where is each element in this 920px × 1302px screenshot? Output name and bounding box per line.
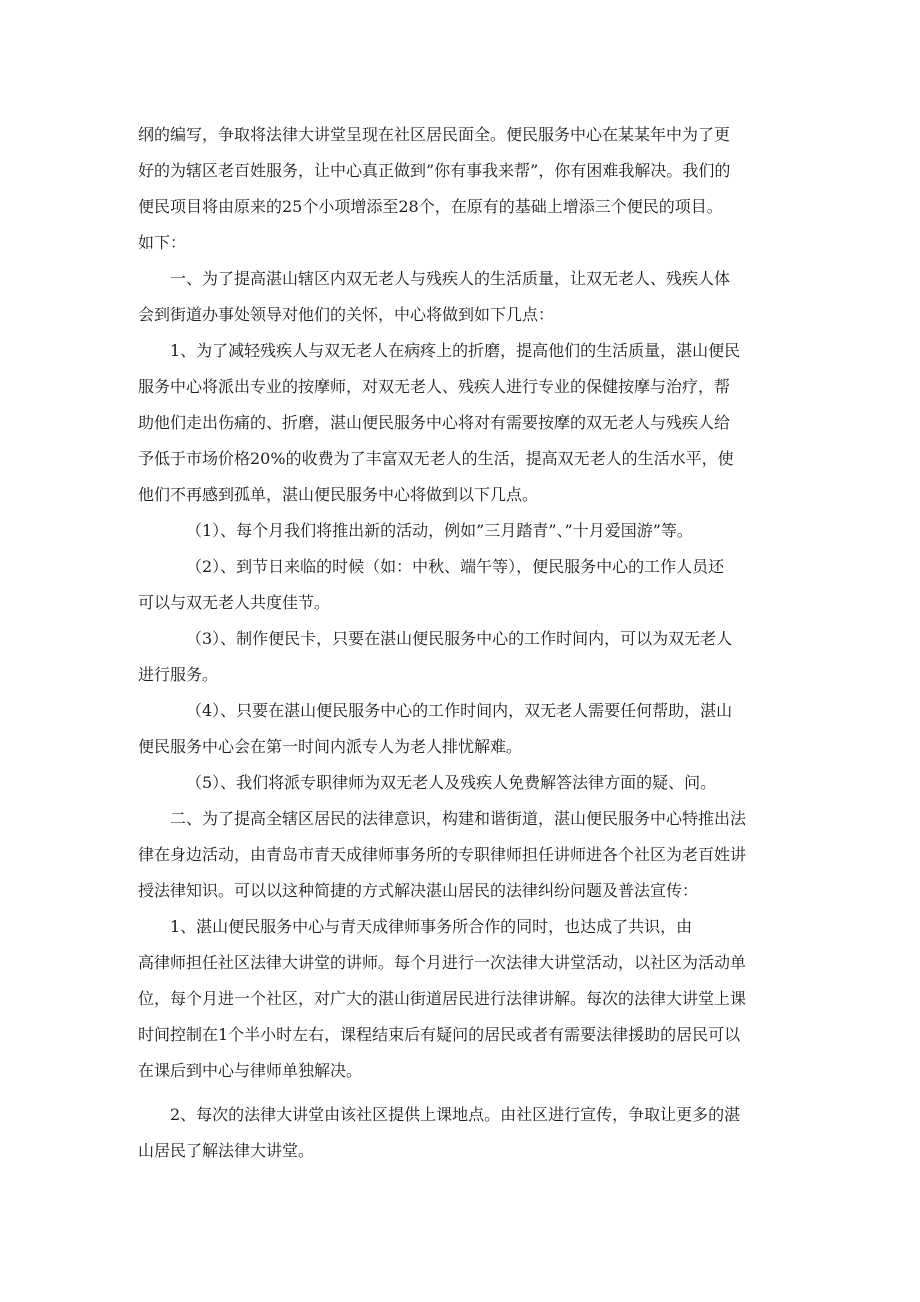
text-line: 二、为了提高全辖区居民的法律意识，构建和谐街道，湛山便民服务中心特推出法: [170, 809, 747, 828]
text-line: 会到街道办事处领导对他们的关怀，中心将做到如下几点：: [138, 305, 555, 324]
text-line: 在课后到中心与律师单独解决。: [138, 1061, 363, 1080]
text-line: 进行服务。: [138, 665, 219, 684]
text-line: 他们不再感到孤单，湛山便民服务中心将做到以下几点。: [138, 485, 539, 504]
text-line: 位，每个月进一个社区，对广大的湛山街道居民进行法律讲解。每次的法律大讲堂上课: [138, 989, 747, 1008]
text-line: （3）、制作便民卡，只要在湛山便民服务中心的工作时间内，可以为双无老人: [186, 629, 733, 648]
text-line: 服务中心将派出专业的按摩师，对双无老人、残疾人进行专业的保健按摩与治疗，帮: [138, 377, 731, 396]
text-line: 律在身边活动，由青岛市青天成律师事务所的专职律师担任讲师进各个社区为老百姓讲: [138, 845, 747, 864]
text-line: 助他们走出伤痛的、折磨，湛山便民服务中心将对有需要按摩的双无老人与残疾人给: [138, 413, 731, 432]
text-line: 予低于市场价格20%的收费为了丰富双无老人的生活，提高双无老人的生活水平，使: [138, 449, 734, 468]
text-line: 1、为了减轻残疾人与双无老人在病疼上的折磨，提高他们的生活质量，湛山便民: [170, 341, 741, 360]
text-line: （1）、每个月我们将推出新的活动，例如”三月踏青”、”十月爱国游”等。: [186, 521, 693, 540]
text-line: （4）、只要在湛山便民服务中心的工作时间内，双无老人需要任何帮助，湛山: [186, 701, 733, 720]
text-line: 山居民了解法律大讲堂。: [138, 1141, 315, 1160]
text-line: 时间控制在1个半小时左右，课程结束后有疑问的居民或者有需要法律援助的居民可以: [138, 1025, 741, 1044]
text-line: 授法律知识。可以以这种简捷的方式解决湛山居民的法律纠纷问题及普法宣传：: [138, 881, 699, 900]
text-line: 便民服务中心会在第一时间内派专人为老人排忧解难。: [138, 737, 523, 756]
text-line: 如下：: [138, 233, 187, 252]
text-line: 可以与双无老人共度佳节。: [138, 593, 331, 612]
text-line: 便民项目将由原来的25个小项增添至28个，在原有的基础上增添三个便民的项目。: [138, 197, 723, 216]
text-line: （5）、我们将派专职律师为双无老人及残疾人免费解答法律方面的疑、问。: [186, 773, 717, 792]
text-line: 纲的编写，争取将法律大讲堂呈现在社区居民面全。便民服务中心在某某年中为了更: [138, 125, 731, 144]
text-line: 一、为了提高湛山辖区内双无老人与残疾人的生活质量，让双无老人、残疾人体: [170, 269, 731, 288]
text-line: 高律师担任社区法律大讲堂的讲师。每个月进行一次法律大讲堂活动，以社区为活动单: [138, 953, 747, 972]
text-line: 1、湛山便民服务中心与青天成律师事务所合作的同时，也达成了共识，由: [170, 917, 693, 936]
text-line: （2）、到节日来临的时候（如：中秋、端午等），便民服务中心的工作人员还: [186, 557, 725, 576]
text-line: 2、每次的法律大讲堂由该社区提供上课地点。由社区进行宣传，争取让更多的湛: [170, 1105, 741, 1124]
text-line: 好的为辖区老百姓服务，让中心真正做到”你有事我来帮”，你有困难我解决。我们的: [138, 161, 731, 180]
